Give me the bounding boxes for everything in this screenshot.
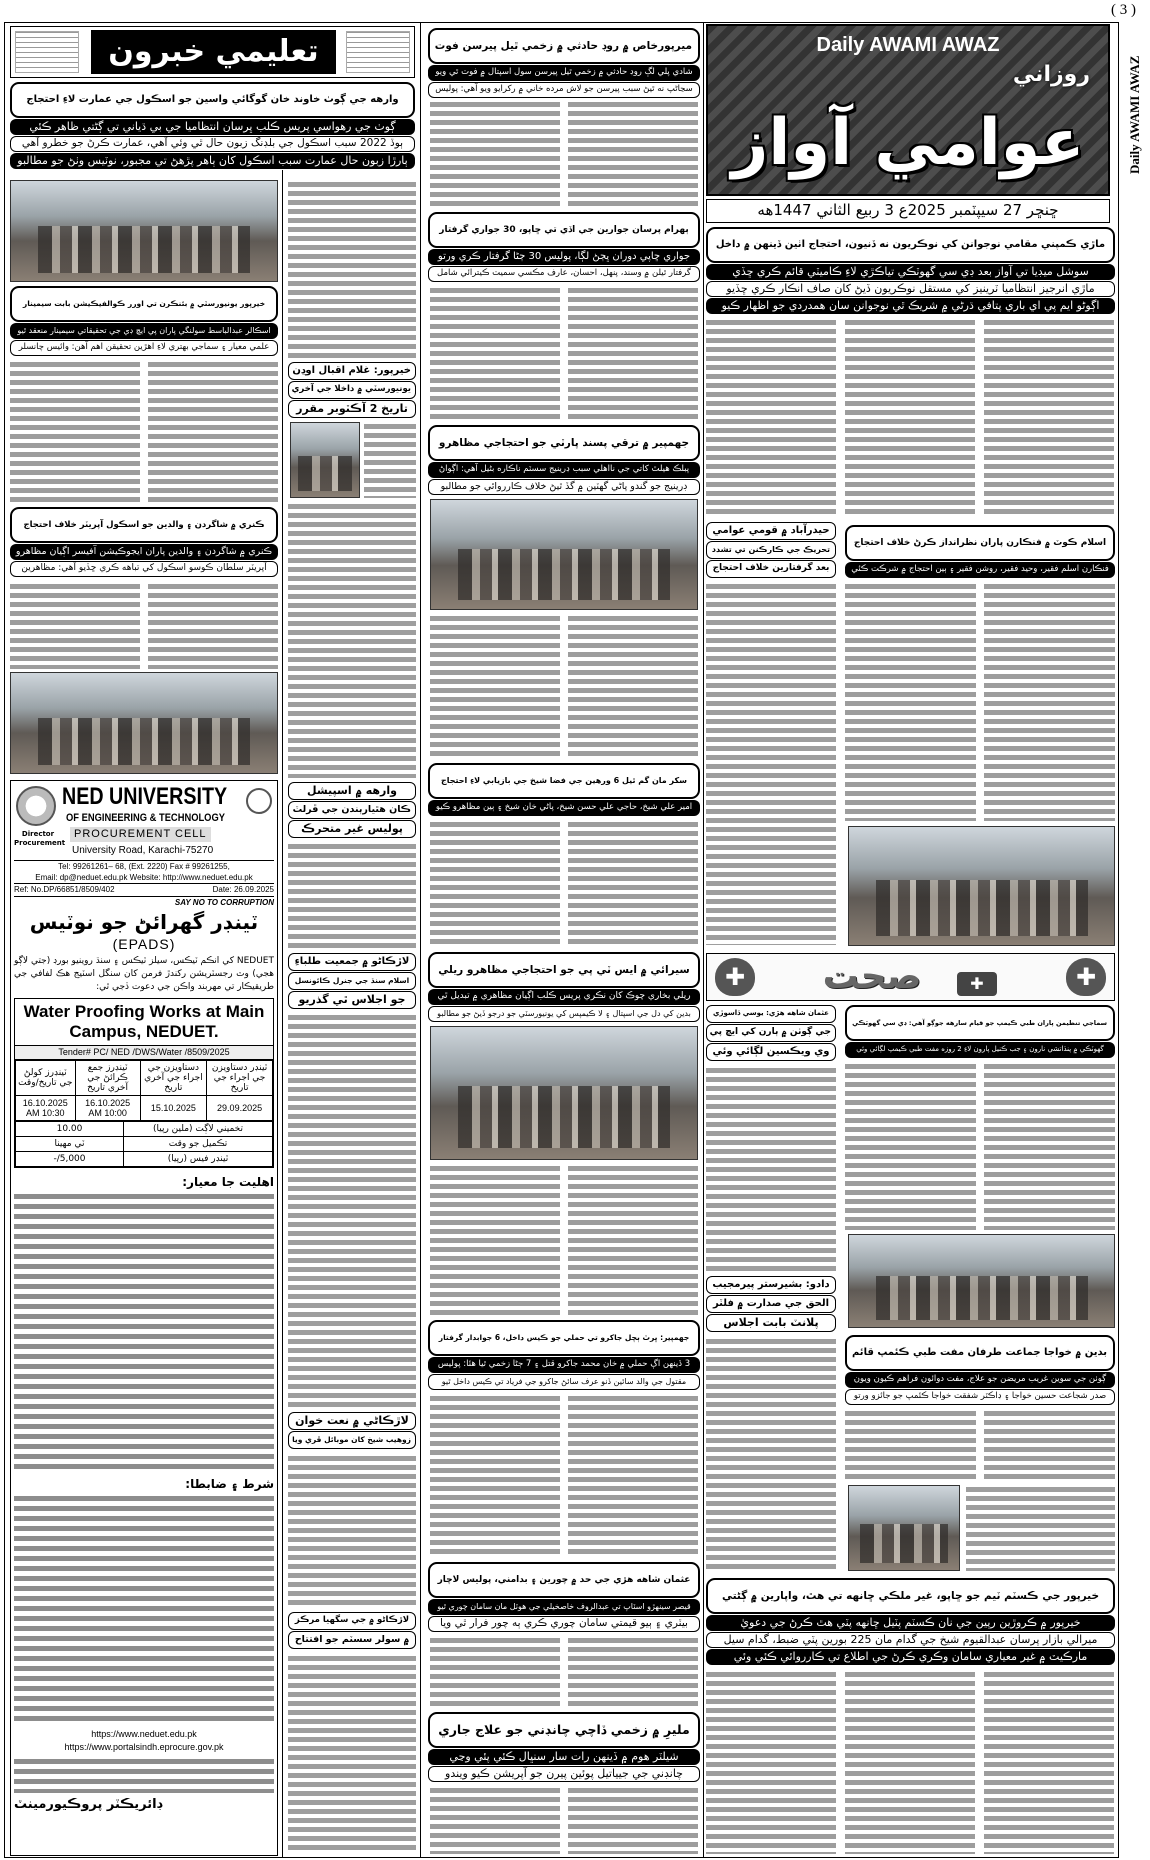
deck: جواري ڇاپي دوران ڀڄڻ لڳا، پوليس 30 ڄڻا گرفتار ڪري ورتو bbox=[428, 249, 700, 265]
headline: وارهه جي ڳوٺ خاوند خان گوگائي واسين جو اسڪول جي عمارت لاءِ احتجاج bbox=[10, 82, 415, 118]
contact-line: Tel: 99261261– 68, (Ext. 2220) Fax # 99261255, bbox=[58, 862, 230, 871]
medical-cross-icon: ✚ bbox=[1066, 958, 1106, 996]
address: University Road, Karachi-75270 bbox=[72, 845, 214, 856]
deck: فنڪارن اسلم فقير، وحيد فقير، روشن فقير ۽ ٻين احتجاج ۾ شرڪت ڪئي bbox=[845, 562, 1115, 578]
deck: سڃاڻپ نه ٿيڻ سبب پيرسن جو لاش مرده خاني ۾ رکرايو ويو آهي: پوليس bbox=[428, 82, 700, 98]
deck: علمي معيار ۽ سماجي بهتري لاءِ اهڙين تحقيقن اهم آهن: وائيس چانسلر bbox=[10, 340, 278, 356]
page-number: ( 3 ) bbox=[1111, 2, 1136, 18]
body-text bbox=[845, 582, 1115, 821]
deck: صدر شجاعت حسين خواجا ۽ ڊاڪٽر شفقت خواجا ڪئمپ جو جائزو ورتو bbox=[845, 1389, 1115, 1405]
deck: مقتول جي والد سائين ڏنو عرف سائڻ جاکرو جي فرياد تي ڪيس داخل ٿيو bbox=[428, 1374, 700, 1390]
deck: ٻوڏ 2022 سبب اسڪول جي بلڊنگ زبون حال ٿي وئي آهي، عمارت ڪرڻ جو خطرو آهي bbox=[10, 136, 415, 152]
deck: اڳوڻو ايم پي اي باري پتافي ڌرڻي ۾ شريڪ ٿي نوجوانن سان همدردي جو اظهار ڪيو bbox=[706, 298, 1115, 314]
schedule-header: ٽينڊرز کولڻ جي تاريخ/وقت bbox=[16, 1061, 76, 1096]
body-text bbox=[706, 1337, 836, 1571]
brief-line: تحريڪ جي ڪارڪنن تي تشدد bbox=[706, 541, 836, 559]
portal-link[interactable]: https://www.portalsindh.eprocure.gov.pk bbox=[64, 1742, 224, 1752]
tender-details-table bbox=[15, 1121, 273, 1167]
news-story bbox=[428, 763, 700, 817]
brief-item bbox=[706, 522, 836, 579]
schedule-value: 29.09.2025 bbox=[207, 1096, 273, 1121]
ned-logo-icon bbox=[16, 786, 56, 826]
deck: بدين کي دل جي اسپتال ۽ لا ڪيمپس کي يونيورسٽي جو درجو ڏيڻ جو مطالبو bbox=[428, 1006, 700, 1022]
schedule-header: دستاويزن جي اجراء جي آخري تاريخ bbox=[140, 1061, 207, 1096]
brief-line: بعد گرفتارين خلاف احتجاج bbox=[706, 560, 836, 578]
body-text bbox=[706, 318, 1115, 518]
brief-item bbox=[288, 362, 416, 419]
detail-label: ٽينڊر فيس (رپيا) bbox=[123, 1152, 272, 1167]
graduate-clipart-icon bbox=[15, 31, 79, 73]
body-text bbox=[14, 1757, 274, 1793]
headline: خيرپور يونيورسٽي ۾ بئنڪرن تي اورر ڪوالفيڪيشن بابت سيمينار bbox=[10, 286, 278, 322]
deck: ريلي بخاري چوڪ کان نڪري پريس ڪلب اڳيان مظاهري ۾ تبديل ٿي bbox=[428, 989, 700, 1005]
headline: مليرِ ۾ زخمي ڏاچي چانڊني جو علاج جاري bbox=[428, 1712, 700, 1748]
deck: اسڪالر عبدالباسط سولنگي پاران پي ايڇ ڊي جي تحقيقاتي سيمينار منعقد ٿيو bbox=[10, 323, 278, 339]
headline: اسلام ڪوٽ ۾ فنڪارن پاران نظرانداز ڪرڻ خلاف احتجاج bbox=[845, 525, 1115, 561]
news-story bbox=[428, 425, 700, 496]
body-text bbox=[706, 582, 836, 945]
headline: سماجي تنظيمن پاران طبي ڪيمپ جو قيام سارهه جوڳو آهي: ڊي سي گهوٽڪي bbox=[845, 1005, 1115, 1041]
brief-line: لاڙڪاڻو ۾ جمعيت طلباءِ bbox=[288, 953, 416, 971]
headline: جهمپير: ڀرٽ ٻچل جاکرو تي حملي جو ڪيس داخل، 6 جوابدار گرفتار bbox=[428, 1320, 700, 1356]
news-story bbox=[10, 82, 415, 170]
news-story bbox=[428, 212, 700, 283]
news-photo bbox=[430, 1026, 698, 1160]
deck: ماڙي انرجيز انتظاميا ٽرينيز کي مستقل نوڪريون ڏيڻ کان صاف انڪار ڪري ڇڏيو bbox=[706, 281, 1115, 297]
terms-heading: شرط ۽ ضابطا: bbox=[185, 1477, 274, 1491]
brief-line: لاڙڪاڻو ۾ جي سگھيا مرڪز bbox=[288, 1612, 416, 1630]
headline: ٻهرام پرسان جوارين جي اڏي تي ڇاپو، 30 جواري گرفتار bbox=[428, 212, 700, 248]
detail-label: تڪميل جو وقت bbox=[123, 1137, 272, 1152]
headline: سيرائي ۾ ايس ٽي پي جو احتجاجي مظاهرو ريلي bbox=[428, 952, 700, 988]
detail-label: تخميني لاڳت (ملين رپيا) bbox=[123, 1122, 272, 1137]
university-subtitle: OF ENGINEERING & TECHNOLOGY bbox=[66, 812, 225, 824]
headline: عثمان شاهه هڙي جي حد ۾ چورين ۽ بدامني، پوليس لاچار bbox=[428, 1562, 700, 1598]
email-line: Email: dp@neduet.edu.pk Website: http://www.neduet.edu.pk bbox=[35, 873, 253, 882]
deck: گرفتار ٿيلن ۾ وسند، پنهل، احسان، عارف مڪسي سميت ڪيترائي شامل bbox=[428, 266, 700, 282]
university-name: NED UNIVERSITY bbox=[62, 783, 228, 810]
graduate-clipart-icon bbox=[346, 31, 410, 73]
medical-cross-icon: ✚ bbox=[715, 958, 755, 996]
deck: شادي پلي لڳ روڊ حادثي ۾ زخمي ٿيل پيرسن سول اسپتال ۾ فوت ٿي ويو bbox=[428, 65, 700, 81]
deck: خيرپور ۾ ڪروڙين رپين جي نان ڪسٽم پٽيل ڇانهه پٽي هٿ ڪرڻ جي دعويٰ bbox=[706, 1615, 1115, 1631]
body-text bbox=[430, 100, 698, 208]
brief-line: خيرپور: غلام اقبال اوڍن bbox=[288, 362, 416, 380]
notice-title: ٽينڊر گهرائڻ جو نوٽيس bbox=[29, 910, 259, 934]
news-story bbox=[845, 525, 1115, 579]
schedule-value: 15.10.2025 bbox=[140, 1096, 207, 1121]
body-text bbox=[10, 360, 278, 502]
signature: ڊائريڪٽر پروڪيورمينٽ bbox=[14, 1797, 163, 1812]
brief-item bbox=[706, 1005, 836, 1062]
deck: شيلٽر هوم ۾ ڏينهن رات سار سنڀال ڪئي پئي وڃي bbox=[428, 1749, 700, 1765]
deck: 3 ڏينهن اڳ حملي ۾ خان محمد جاکرو قتل ۽ 7 ڄڻا زخمي ٿيا هئا: پوليس bbox=[428, 1357, 700, 1373]
deck: ڳوٺن جي سوين غريب مريضن جو علاج، مفت دوائون فراهم ڪيون ويون bbox=[845, 1372, 1115, 1388]
brief-item bbox=[288, 953, 416, 1010]
health-section-header bbox=[706, 953, 1115, 1001]
news-story bbox=[428, 952, 700, 1023]
deck: ڳوٺ جي رهواسي پريس ڪلب ڀرسان انتظاميا جي بي ڌياني تي ڳڻتي ظاهر ڪئي bbox=[10, 119, 415, 135]
detail-value: 5,000/- bbox=[16, 1152, 124, 1167]
brief-line: عثمان شاهه هڙي: يوسي ڏاسوڙي bbox=[706, 1005, 836, 1023]
brief-item bbox=[288, 1412, 416, 1450]
body-text bbox=[706, 1670, 1115, 1854]
deck: ڊرينيج جو گندو پاڻي گهٽين ۾ گڏ ٿيڻ خلاف ڪارروائي جو مطالبو bbox=[428, 479, 700, 495]
body-text bbox=[845, 1062, 1115, 1230]
reference-number: Ref: No.DP/66851/8509/402 bbox=[14, 885, 115, 894]
deck: چانڊني جي جيياتيل پوئين پيرن جو آپريشن ڪيو ويندو bbox=[428, 1766, 700, 1782]
body-text bbox=[430, 1786, 698, 1854]
body-text bbox=[430, 1164, 698, 1316]
tender-advertisement bbox=[10, 780, 278, 1856]
deck: پبلڪ هيلٿ کاتي جي نااهلي سبب ڊرينيج سسٽم ناڪاره بڻيل آهي: اڳواڻ bbox=[428, 462, 700, 478]
news-photo bbox=[848, 1485, 960, 1571]
brief-line: حيدرآباد ۾ قومي عوامي bbox=[706, 522, 836, 540]
headline: ميرپورخاص ۾ روڊ حادثي ۾ زخمي ٿيل پيرسن فوت bbox=[428, 28, 700, 64]
schedule-header: ٽينڊر دستاويزن جي اجراء جي تاريخ bbox=[207, 1061, 273, 1096]
slogan: SAY NO TO CORRUPTION bbox=[174, 898, 274, 907]
body-text bbox=[288, 502, 416, 778]
brief-line: دادو: بشيرستر پيرمجيب bbox=[706, 1276, 836, 1294]
ad-date: Date: 26.09.2025 bbox=[212, 885, 274, 894]
deck: ميرالي بازار پرسان عبدالقيوم شيخ جي گدام مان 225 بورين پٽي ضبط، گدام سيل bbox=[706, 1632, 1115, 1648]
deck: ٻارڙا زبون حال عمارت سبب اسڪول کان ٻاهر پڙهڻ تي مجبور، نوٽيس وٺڻ جو مطالبو bbox=[10, 153, 415, 169]
brief-line: زوهيب شيخ کان موبائل ڦري ويا bbox=[288, 1431, 416, 1449]
eligibility-list bbox=[14, 1192, 274, 1472]
education-section-header bbox=[10, 26, 415, 78]
deck: آپريٽر سلطان ڪوسو اسڪول کي تباهه ڪري ڇڏيو آهي: مظاهرين bbox=[10, 561, 278, 577]
brief-item bbox=[288, 782, 416, 839]
deck: بيٽري ۽ ٻيو قيمتي سامان چوري ڪري ٻه چور فرار ٿي ويا bbox=[428, 1616, 700, 1632]
news-photo bbox=[430, 499, 698, 610]
deck: قيصر سينهڙو اسٽاپ تي عبدالروف خاصخيلي جي هوٽل مان سامان چوري ٿيو bbox=[428, 1599, 700, 1615]
brief-line: الحق جي صدارت ۾ فلٽر bbox=[706, 1295, 836, 1313]
body-text bbox=[10, 582, 278, 669]
body-text bbox=[430, 286, 698, 422]
news-photo bbox=[290, 422, 360, 498]
news-story bbox=[845, 1005, 1115, 1059]
body-text bbox=[430, 820, 698, 948]
headline: ماڙي ڪمپني مقامي نوجوانن کي نوڪريون نه ڏنيون، احتجاج اٺين ڏينهن ۾ داخل bbox=[706, 227, 1115, 263]
director-label: Director Procurement bbox=[14, 830, 66, 847]
headline: جهمپير ۾ ترقي پسند پارٽي جو احتجاجي مظاهرو bbox=[428, 425, 700, 461]
news-story bbox=[10, 507, 278, 578]
brief-line: پلانٽ بابت اجلاس bbox=[706, 1314, 836, 1332]
issue-date: ڇنڇر 27 سيپٽمبر 2025ع 3 ربيع الثاني 1447هه bbox=[706, 199, 1110, 223]
news-story bbox=[428, 1712, 700, 1783]
headline: ڪنري ۾ شاگردن ۽ والدين جو اسڪول آپريٽر خلاف احتجاج bbox=[10, 507, 278, 543]
first-aid-kit-icon: ✚ bbox=[957, 972, 997, 996]
news-photo bbox=[848, 826, 1115, 946]
news-photo bbox=[848, 1234, 1115, 1328]
deck: مارڪيٽ ۾ غير معياري سامان وڪري ڪرڻ جي اطلاع تي ڪارروائي ڪئي وئي bbox=[706, 1649, 1115, 1665]
news-story bbox=[428, 28, 700, 99]
side-label: Daily AWAMI AWAZ bbox=[1127, 55, 1142, 175]
masthead-title: عوامي آواز bbox=[731, 106, 1085, 180]
body-text bbox=[845, 1409, 1115, 1481]
body-text bbox=[966, 1485, 1115, 1571]
brief-line: جي ڳوٺن ۾ ٻارن کي ايڇ پي bbox=[706, 1024, 836, 1042]
tender-number: Tender# PC/ NED /DWS/Water /8509/2025 bbox=[15, 1046, 273, 1060]
schedule-value: 16.10.2025 10:00 AM bbox=[75, 1096, 140, 1121]
brief-item bbox=[288, 1612, 416, 1650]
schedule-value: 16.10.2025 10:30 AM bbox=[16, 1096, 76, 1121]
body-text bbox=[288, 1013, 416, 1407]
deck: ڪنري ۾ شاگردن ۽ والدين پاران ايجوڪيشن آفيسر اڳيان مظاهرو bbox=[10, 544, 278, 560]
brief-line: جو اجلاس ٿي گذريو bbox=[288, 991, 416, 1009]
deck: امير علي شيخ، حاجي علي حسن شيخ، پاڻي خان شيخ ۽ ٻين مظاهرو ڪيو bbox=[428, 800, 700, 816]
news-photo bbox=[10, 180, 278, 282]
notice-intro: NEDUET کي انڪم ٽيڪس، سيلز ٽيڪس ۽ سنڌ روينيو بورڊ (جتي لاڳو هجي) وٽ رجسٽريشن رکندڙ فرمن کان سنگل اسٽيج هڪ لفافي جي طريقيڪار تي مهربند واڪن جي دعوت ڏجي ٿي: bbox=[14, 956, 274, 992]
deck: سوشل ميڊيا تي آواز بعد ڊي سي گهوٽڪي تياڪڙي لاءِ ڪاميٽي قائم ڪري ڇڏي bbox=[706, 264, 1115, 280]
brief-line: وي ويڪسين لڳائي وئي bbox=[706, 1043, 836, 1061]
body-text bbox=[288, 1654, 416, 1854]
body-text bbox=[288, 180, 416, 358]
brief-line: تاريخ 2 آڪٽوبر مقرر bbox=[288, 400, 416, 418]
brief-line: يونيورسٽي ۾ داخلا جي آخري bbox=[288, 381, 416, 399]
schedule-header: ٽينڊرز جمع ڪرائڻ جي آخري تاريخ bbox=[75, 1061, 140, 1096]
brief-line: اسلام سنڌ جي جنرل ڪائونسل bbox=[288, 972, 416, 990]
brief-item bbox=[706, 1276, 836, 1333]
education-header-title: تعليمي خبرون bbox=[91, 30, 336, 74]
masthead-daily: روزاني bbox=[1012, 62, 1090, 87]
headline: بدين ۾ خواجا جماعت طرفان مفت طبي ڪئمپ قائم bbox=[845, 1335, 1115, 1371]
body-text bbox=[430, 1636, 698, 1708]
seal-icon bbox=[246, 788, 272, 814]
body-text bbox=[706, 1066, 836, 1272]
news-story bbox=[706, 1578, 1115, 1666]
brief-line: ۾ سولر سسٽم جو افتتاح bbox=[288, 1631, 416, 1649]
body-text bbox=[430, 1394, 698, 1558]
masthead bbox=[706, 24, 1110, 196]
body-text bbox=[288, 1454, 416, 1608]
tender-schedule-table bbox=[15, 1060, 273, 1121]
detail-value: 10.00 bbox=[16, 1122, 124, 1137]
procurement-cell: PROCUREMENT CELL bbox=[70, 827, 211, 842]
news-photo bbox=[10, 672, 278, 774]
body-text bbox=[288, 842, 416, 948]
health-header-title: صحت bbox=[822, 956, 922, 997]
terms-list bbox=[14, 1494, 274, 1724]
work-title: Water Proofing Works at Main Campus, NEDUET. bbox=[15, 999, 273, 1046]
news-story bbox=[845, 1335, 1115, 1406]
headline: سکر مان گم ٿيل 6 ورهين جي فضا شيخ جي بازيابي لاءِ احتجاج bbox=[428, 763, 700, 799]
masthead-english: Daily AWAMI AWAZ bbox=[816, 34, 1000, 56]
eligibility-heading: اهليت جا معيار: bbox=[182, 1175, 274, 1189]
headline: خيرپور جي ڪسٽم ٽيم جو ڇاپو، غير ملڪي ڇانهه تي هٿ، واپارين ۾ ڳڻتي bbox=[706, 1578, 1115, 1614]
epads-label: (EPADS) bbox=[112, 936, 176, 952]
news-story bbox=[10, 286, 278, 357]
brief-line: لاڙڪاڻي ۾ نعت خوان bbox=[288, 1412, 416, 1430]
brief-line: ڪان هٿيارٻندن جي ڦرلٽ bbox=[288, 801, 416, 819]
news-story bbox=[428, 1562, 700, 1633]
news-story bbox=[428, 1320, 700, 1391]
brief-line: وارهه ۾ اسپيشل bbox=[288, 782, 416, 800]
body-text bbox=[430, 614, 698, 759]
brief-line: پوليس غير متحرڪ bbox=[288, 820, 416, 838]
website-link[interactable]: https://www.neduet.edu.pk bbox=[91, 1729, 197, 1739]
news-story bbox=[706, 227, 1115, 315]
detail-value: ٽي مهينا bbox=[16, 1137, 124, 1152]
deck: گهوٽڪي ۾ پنڌاتشي نارون ۽ جب ڪنيل پارون لاءِ 2 روزه مفت طبي ڪيمپ لڳائي وئي bbox=[845, 1042, 1115, 1058]
body-text bbox=[364, 422, 416, 498]
